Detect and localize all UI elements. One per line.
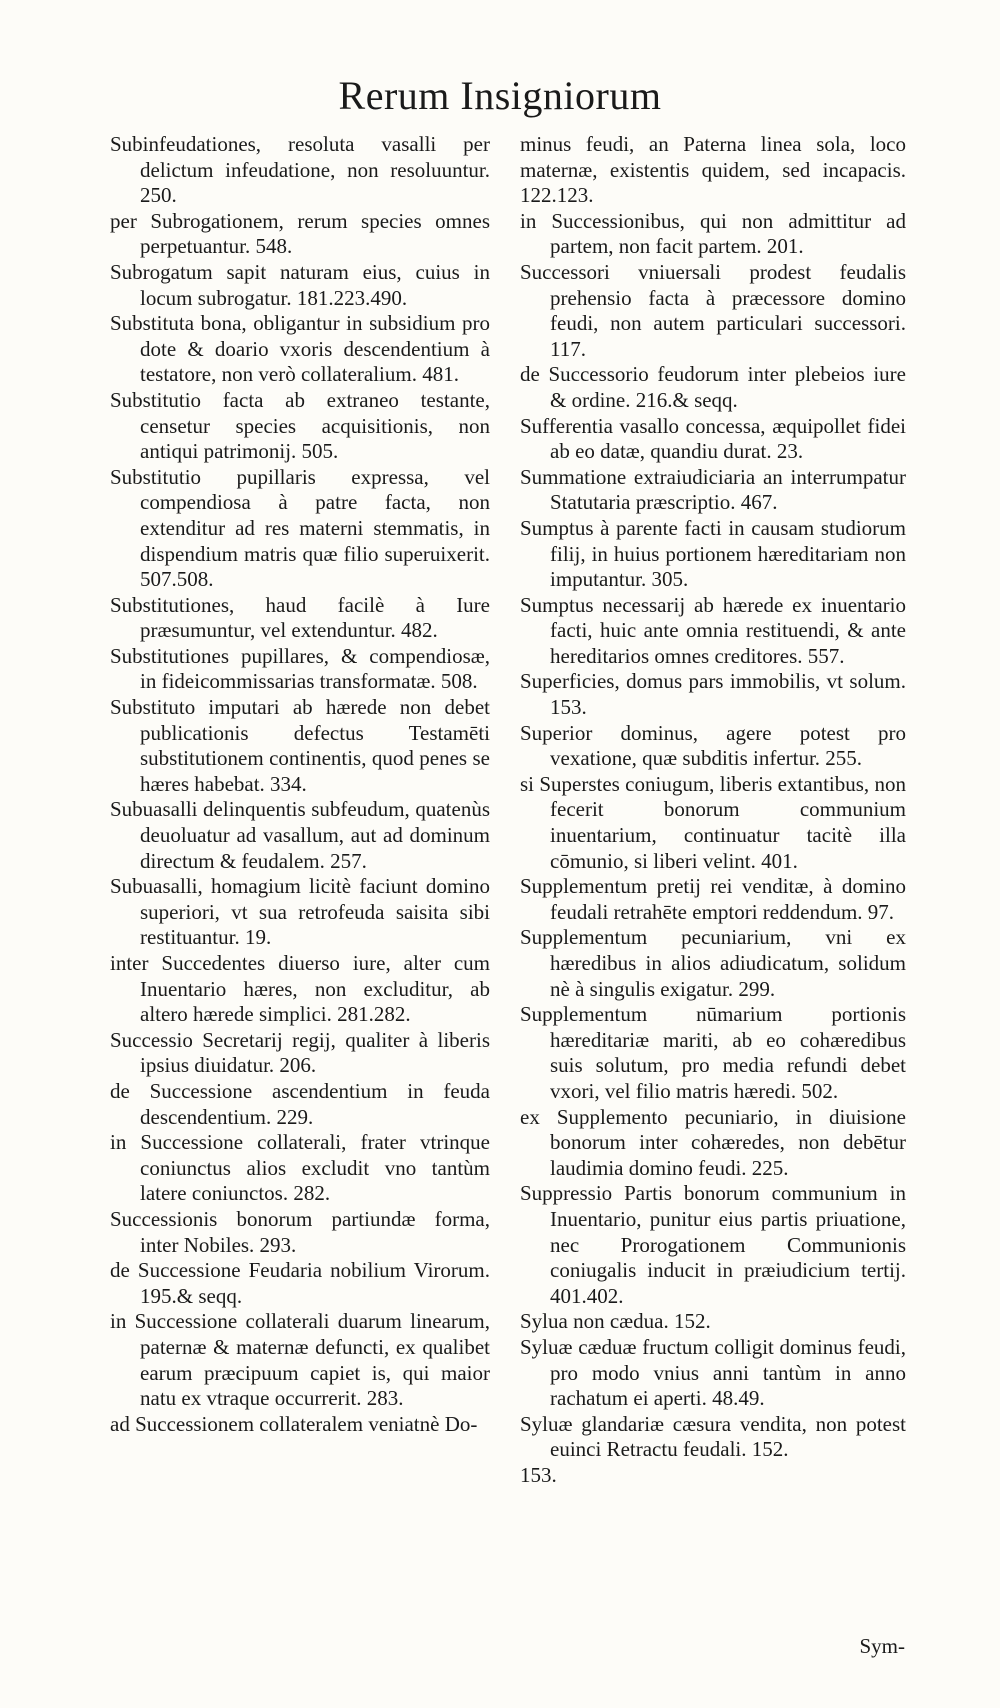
index-entry: Successori vniuersali prodest feudalis prehensio facta à præcessore domino feudi, non autem particulari successori. 117.	[520, 259, 906, 361]
index-entry: Syluæ glandariæ cæsura vendita, non potest euinci Retractu feudali. 152.	[520, 1411, 906, 1462]
index-entry: de Successione Feudaria nobilium Virorum. 195.& seqq.	[110, 1258, 490, 1308]
index-entry: Subrogatum sapit naturam eius, cuius in locum subrogatur. 181.223.490.	[110, 259, 490, 310]
index-entry: in Successione collaterali, frater vtrinque coniunctus alios excludit vno tantùm latere coniunctos. 282.	[110, 1130, 490, 1206]
index-entry: Substitutiones pupillares, & compendiosæ, in fideicommissarias transformatæ. 508.	[110, 643, 490, 694]
index-entry: Supplementum pecuniarium, vni ex hæredibus in alios adiudicatum, solidum nè à singulis exigatur. 299.	[520, 925, 906, 1001]
index-entry: Supplementum pretij rei venditæ, à domino feudali retrahēte emptori reddendum. 97.	[520, 874, 906, 924]
index-entry: Supplementum nūmarium portionis hæreditariæ mariti, ab eo cohæredibus suis solutum, pro media refundi debet vxori, vel filio matris hæredi. 502.	[520, 1002, 906, 1103]
index-entry: si Superstes coniugum, liberis extantibus, non fecerit bonorum communium inuentarium, continuatur tacitè illa cōmunio, si liberi velint. 401.	[520, 771, 906, 873]
running-header	[0, 72, 1000, 119]
index-entry: Substituta bona, obligantur in subsidium pro dote & doario vxoris descendentium à testatore, non verò collateralium. 481.	[110, 311, 490, 387]
index-entry: Substitutio pupillaris expressa, vel compendiosa à patre facta, non extenditur ad res materni stemmatis, in dispendium matris quæ filio superuixerit. 507.508.	[110, 464, 490, 592]
index-entry: Sumptus necessarij ab hærede ex inuentario facti, huic ante omnia restituendi, & ante hereditarios omnes creditores. 557.	[520, 592, 906, 668]
index-entry: Sylua non cædua. 152.	[520, 1309, 711, 1334]
index-entry: de Successorio feudorum inter plebeios iure & ordine. 216.& seqq.	[520, 362, 906, 412]
index-entry: Successionis bonorum partiundæ forma, inter Nobiles. 293.	[110, 1206, 490, 1257]
index-entry: ad Successionem collateralem veniatnè Do-	[110, 1411, 478, 1436]
index-entry: per Subrogationem, rerum species omnes perpetuantur. 548.	[110, 208, 490, 259]
right-index-column	[520, 132, 906, 1488]
index-entry: Substitutiones, haud facilè à Iure præsumuntur, vel extenduntur. 482.	[110, 592, 490, 643]
index-entry: Superficies, domus pars immobilis, vt solum. 153.	[520, 669, 906, 720]
index-entry: in Successionibus, qui non admittitur ad partem, non facit partem. 201.	[520, 208, 906, 259]
index-entry: Suppressio Partis bonorum communium in Inuentario, punitur eius partis priuatione, nec Prorogationem Communionis coniugalis inducit in præiudicium tertij. 401.402.	[520, 1181, 906, 1308]
index-entry: Successio Secretarij regij, qualiter à liberis ipsius diuidatur. 206.	[110, 1027, 490, 1078]
index-entry: Subuasalli, homagium licitè faciunt domino superiori, vt sua retrofeuda saisita sibi restituantur. 19.	[110, 874, 490, 950]
index-entry: Substituto imputari ab hærede non debet publicationis defectus Testamēti substitutionem continentis, quod penes se hæres habebat. 334.	[110, 695, 490, 796]
index-entry: Summatione extraiudiciaria an interrumpatur Statutaria præscriptio. 467.	[520, 464, 906, 515]
index-entry: inter Succedentes diuerso iure, alter cum Inuentario hæres, non excluditur, ab altero hærede simplici. 281.282.	[110, 951, 490, 1027]
index-entry: Subuasalli delinquentis subfeudum, quatenùs deuoluatur ad vasallum, aut ad dominum directum & feudalem. 257.	[110, 797, 490, 873]
index-entry: Substitutio facta ab extraneo testante, censetur species acquisitionis, non antiqui patrimonij. 505.	[110, 387, 490, 464]
index-entry: de Successione ascendentium in feuda descendentium. 229.	[110, 1078, 490, 1129]
catchword: Sym-	[859, 1634, 905, 1658]
index-entry: ex Supplemento pecuniario, in diuisione bonorum inter cohæredes, non debētur laudimia domino feudi. 225.	[520, 1104, 906, 1180]
index-entry: Superior dominus, agere potest pro vexatione, quæ subditis infertur. 255.	[520, 720, 906, 771]
index-entry: Sumptus à parente facti in causam studiorum filij, in huius portionem hæreditariam non imputantur. 305.	[520, 515, 906, 592]
index-entry: 153.	[520, 1462, 557, 1487]
index-entry: in Successione collaterali duarum linearum, paternæ & maternæ defuncti, ex qualibet earum præcipuum capiet is, qui maior natu ex vtraque occurrerit. 283.	[110, 1309, 490, 1411]
page-title: Rerum Insigniorum	[338, 73, 662, 118]
index-entry: Subinfeudationes, resoluta vasalli per delictum infeudatione, non resoluuntur. 250.	[110, 132, 490, 208]
left-index-column	[110, 132, 490, 1437]
index-entry: Sufferentia vasallo concessa, æquipollet fidei ab eo datæ, quandiu durat. 23.	[520, 413, 906, 464]
index-entry: Syluæ cæduæ fructum colligit dominus feudi, pro modo vnius anni tantùm in anno rachatum ei aperti. 48.49.	[520, 1334, 906, 1411]
index-entry: minus feudi, an Paterna linea sola, loco maternæ, existentis quidem, sed incapacis. 122.123.	[520, 132, 906, 208]
